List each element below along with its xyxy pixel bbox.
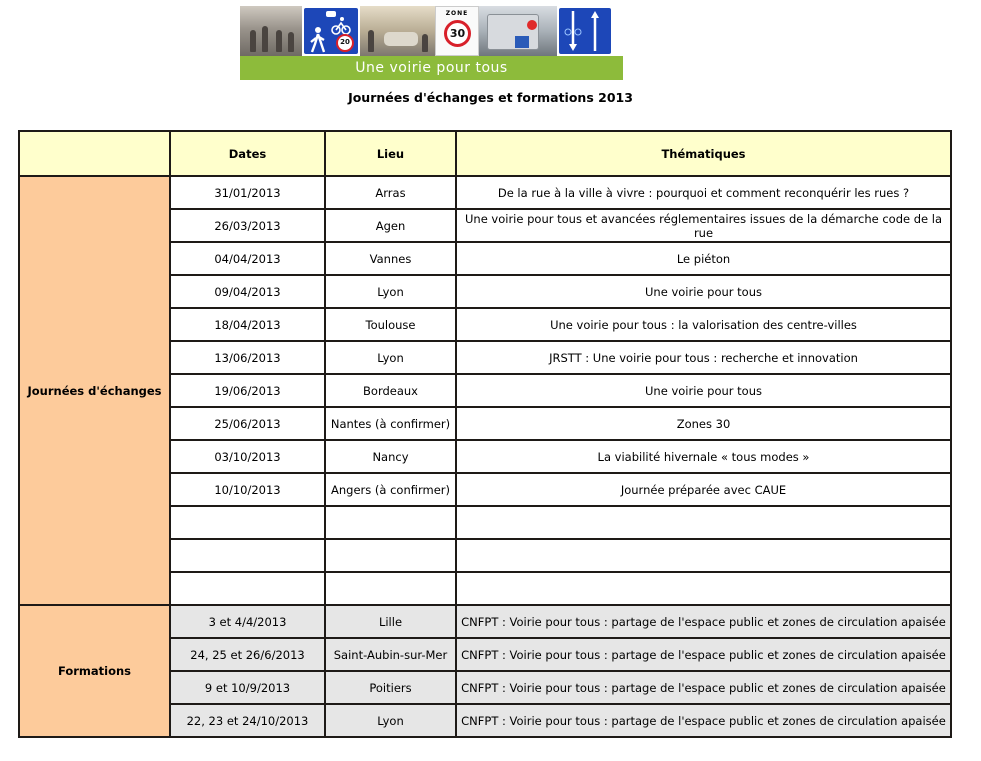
cell-lieu: Agen	[325, 209, 456, 242]
cell-lieu: Lyon	[325, 275, 456, 308]
street-photo-tram	[479, 6, 557, 56]
cell-date: 22, 23 et 24/10/2013	[170, 704, 325, 737]
cell-date: 04/04/2013	[170, 242, 325, 275]
street-photo-cars	[360, 6, 435, 56]
cell-theme: Une voirie pour tous	[456, 374, 951, 407]
cell-date: 19/06/2013	[170, 374, 325, 407]
table-header-row	[19, 131, 951, 176]
cell-lieu	[325, 572, 456, 605]
cell-theme: JRSTT : Une voirie pour tous : recherche et innovation	[456, 341, 951, 374]
section-journees: Journées d'échanges	[19, 176, 170, 605]
cell-theme: CNFPT : Voirie pour tous : partage de l'espace public et zones de circulation apaisée	[456, 638, 951, 671]
cell-date: 25/06/2013	[170, 407, 325, 440]
zone-sign-label: ZONE	[445, 10, 469, 17]
cell-theme	[456, 506, 951, 539]
cell-date: 31/01/2013	[170, 176, 325, 209]
speed-30-sign: 30	[444, 20, 471, 47]
cell-date: 3 et 4/4/2013	[170, 605, 325, 638]
cell-lieu: Saint-Aubin-sur-Mer	[325, 638, 456, 671]
cell-date	[170, 572, 325, 605]
cell-lieu: Nantes (à confirmer)	[325, 407, 456, 440]
cell-theme: CNFPT : Voirie pour tous : partage de l'espace public et zones de circulation apaisée	[456, 704, 951, 737]
cell-lieu: Arras	[325, 176, 456, 209]
cell-theme: Une voirie pour tous : la valorisation des centre-villes	[456, 308, 951, 341]
cell-date: 10/10/2013	[170, 473, 325, 506]
speed-20-sign: 20	[336, 34, 354, 52]
cell-theme	[456, 572, 951, 605]
formation-row	[19, 605, 951, 638]
cell-date: 03/10/2013	[170, 440, 325, 473]
schedule-table	[18, 130, 952, 738]
cell-date: 09/04/2013	[170, 275, 325, 308]
header-empty	[19, 131, 170, 176]
page-title: Journées d'échanges et formations 2013	[348, 90, 633, 105]
cell-theme: Journée préparée avec CAUE	[456, 473, 951, 506]
cell-lieu: Nancy	[325, 440, 456, 473]
contraflow-bike-lane-sign-icon	[557, 6, 613, 56]
zone-30-sign-icon	[435, 6, 479, 56]
cell-date	[170, 539, 325, 572]
cell-lieu: Lyon	[325, 341, 456, 374]
header-dates: Dates	[170, 131, 325, 176]
banner-image-strip	[240, 6, 623, 56]
cell-lieu: Lyon	[325, 704, 456, 737]
header-lieu: Lieu	[325, 131, 456, 176]
cell-theme: Une voirie pour tous	[456, 275, 951, 308]
cell-date: 18/04/2013	[170, 308, 325, 341]
cell-lieu: Toulouse	[325, 308, 456, 341]
cell-lieu: Vannes	[325, 242, 456, 275]
banner-title: Une voirie pour tous	[240, 56, 623, 80]
cell-lieu	[325, 506, 456, 539]
cell-theme: CNFPT : Voirie pour tous : partage de l'espace public et zones de circulation apaisée	[456, 671, 951, 704]
section-formations: Formations	[19, 605, 170, 737]
cell-theme: De la rue à la ville à vivre : pourquoi et comment reconquérir les rues ?	[456, 176, 951, 209]
street-photo-pedestrians	[240, 6, 302, 56]
header-thematiques: Thématiques	[456, 131, 951, 176]
cell-date: 26/03/2013	[170, 209, 325, 242]
cell-theme: CNFPT : Voirie pour tous : partage de l'espace public et zones de circulation apaisée	[456, 605, 951, 638]
cell-date	[170, 506, 325, 539]
cell-date: 24, 25 et 26/6/2013	[170, 638, 325, 671]
cell-lieu: Angers (à confirmer)	[325, 473, 456, 506]
cell-lieu: Poitiers	[325, 671, 456, 704]
cell-date: 9 et 10/9/2013	[170, 671, 325, 704]
cell-lieu: Lille	[325, 605, 456, 638]
cell-theme: Le piéton	[456, 242, 951, 275]
cell-theme: La viabilité hivernale « tous modes »	[456, 440, 951, 473]
shared-zone-sign-icon	[302, 6, 360, 56]
cell-date: 13/06/2013	[170, 341, 325, 374]
banner-logo	[240, 6, 623, 80]
cell-theme: Zones 30	[456, 407, 951, 440]
cell-lieu: Bordeaux	[325, 374, 456, 407]
cell-theme: Une voirie pour tous et avancées réglementaires issues de la démarche code de la rue	[456, 209, 951, 242]
cell-lieu	[325, 539, 456, 572]
cell-theme	[456, 539, 951, 572]
journee-row	[19, 176, 951, 209]
